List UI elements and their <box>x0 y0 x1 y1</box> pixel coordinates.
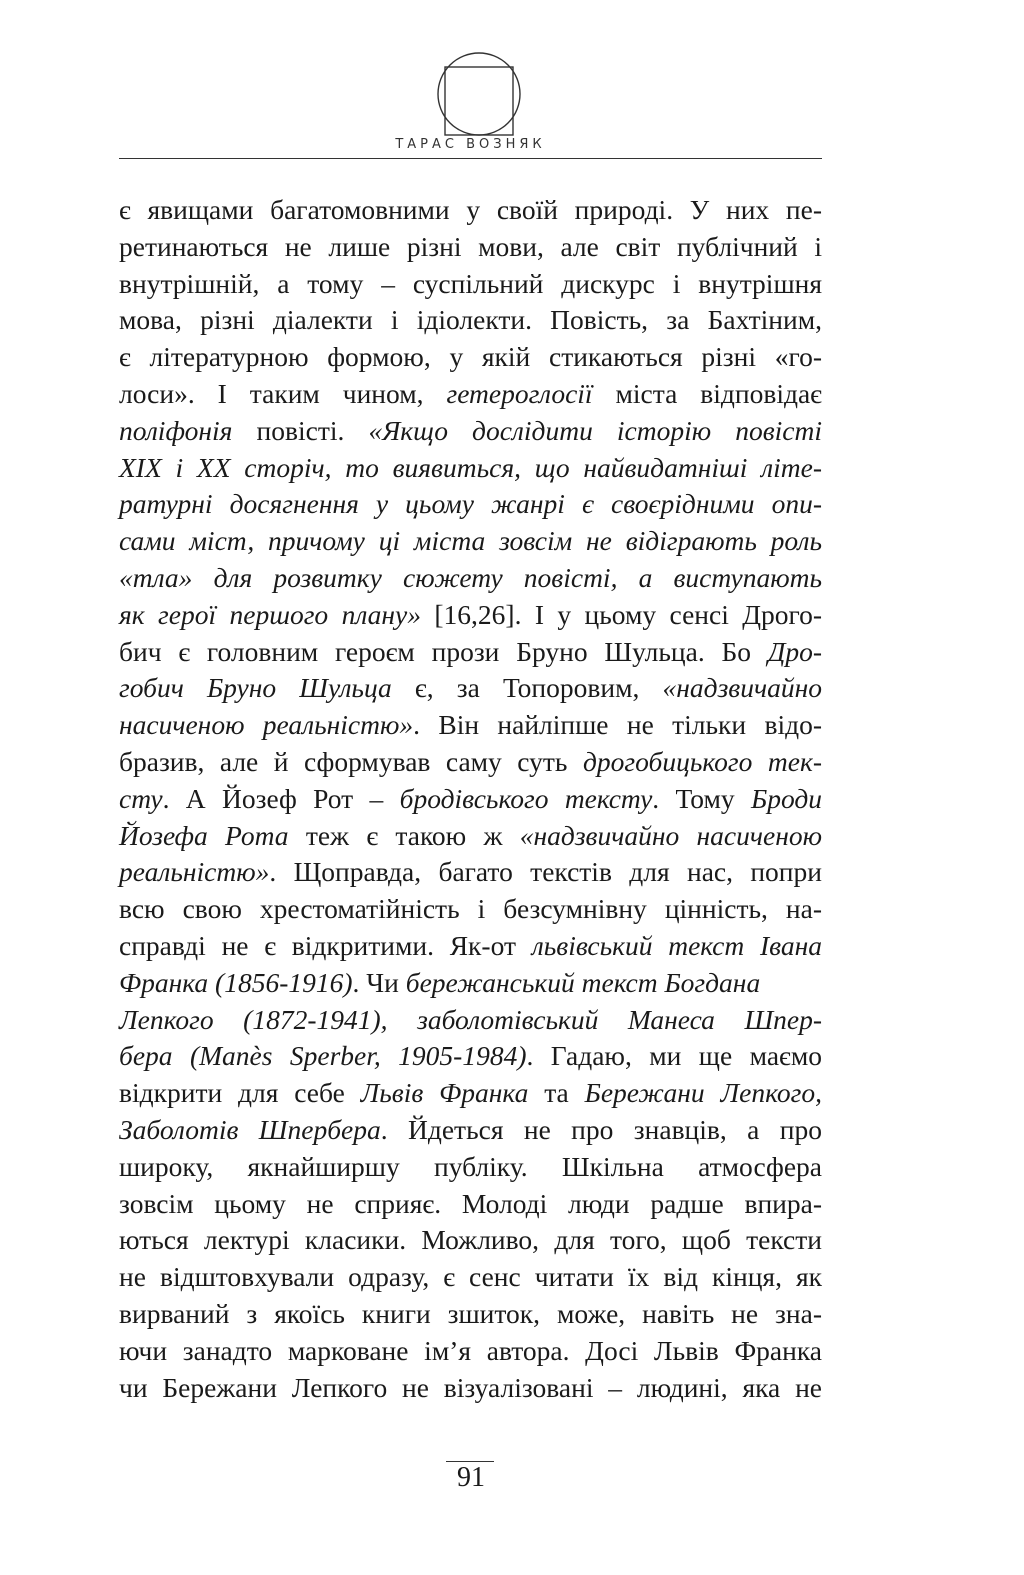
text-segment: зовсім цьому не сприяє. Молоді люди радше впира- <box>119 1187 822 1219</box>
text-line <box>119 339 822 376</box>
italic-text-segment: Лепкого (1872-1941), заболотівський Манеса Шпер- <box>119 1003 822 1035</box>
text-line <box>119 1259 822 1296</box>
text-line <box>119 1149 822 1186</box>
text-segment: ються лектурі класики. Можливо, для того, щоб тексти <box>119 1224 822 1256</box>
text-segment: вирваний з якоїсь книги зшиток, може, навіть не зна- <box>119 1297 822 1329</box>
text-line <box>119 266 822 303</box>
italic-text-segment: насиченою реальністю» <box>119 709 414 741</box>
text-segment: . Чи <box>352 966 406 998</box>
text-segment: бразив, але й сформував саму суть <box>119 745 583 777</box>
text-line <box>119 854 822 891</box>
text-line <box>119 1222 822 1259</box>
italic-text-segment: Львів Франка <box>360 1077 529 1109</box>
text-line <box>119 781 822 818</box>
text-segment: ретинаються не лише різні мови, але світ публічний і <box>119 230 822 262</box>
text-line <box>119 376 822 413</box>
text-line <box>119 1333 822 1370</box>
italic-text-segment: бера (Manès Sperber, 1905-1984) <box>119 1040 527 1072</box>
text-segment: . А Йозеф Рот – <box>162 782 400 814</box>
text-segment: теж є такою ж <box>288 819 520 851</box>
text-line <box>119 413 822 450</box>
italic-text-segment: бережанський текст Богдана <box>405 966 761 998</box>
text-line <box>119 192 822 229</box>
text-segment: широку, якнайширшу публіку. Шкільна атмосфера <box>119 1150 822 1182</box>
text-segment: . Щоправда, багато текстів для нас, попри <box>269 856 822 888</box>
text-line <box>119 707 822 744</box>
italic-text-segment: Бережани Лепкого, <box>584 1077 822 1109</box>
italic-text-segment: Йозефа Рота <box>119 819 289 851</box>
italic-text-segment: бродівського тексту <box>399 782 653 814</box>
italic-text-segment: XIX і XX сторіч, то виявиться, що найвидатніші літе- <box>119 451 822 483</box>
text-line <box>119 1002 822 1039</box>
text-line <box>119 486 822 523</box>
text-segment: відкрити для себе <box>119 1077 361 1109</box>
text-line <box>119 928 822 965</box>
text-line <box>119 744 822 781</box>
text-segment: мова, різні діалекти і ідіолекти. Повість, за Бахтіним, <box>119 304 822 336</box>
text-line <box>119 965 822 1002</box>
text-segment: [16,26]. І у цьому сенсі Дрого- <box>421 598 822 630</box>
text-line <box>119 1186 822 1223</box>
text-segment: . Він найліпше не тільки відо- <box>413 709 822 741</box>
text-line <box>119 1296 822 1333</box>
text-line <box>119 1112 822 1149</box>
text-line <box>119 1038 822 1075</box>
text-segment: справді не є відкритими. Як-от <box>119 929 532 961</box>
italic-text-segment: «тла» для розвитку сюжету повісті, а виступають <box>119 561 822 593</box>
italic-text-segment: Заболотів Шпербера <box>119 1113 381 1145</box>
italic-text-segment: ратурні досягнення у цьому жанрі є своєрідними опи- <box>119 488 822 520</box>
italic-text-segment: як герої першого плану» <box>119 598 421 630</box>
italic-text-segment: Дро- <box>767 635 822 667</box>
italic-text-segment: Броди <box>750 782 822 814</box>
text-segment: . Тому <box>652 782 751 814</box>
text-segment: повісті. <box>232 414 369 446</box>
circle-square-logo-icon <box>435 50 523 138</box>
text-segment: лоси». І таким чином, <box>119 377 447 409</box>
text-line <box>119 560 822 597</box>
text-segment: внутрішній, а тому – суспільний дискурс і внутрішня <box>119 267 822 299</box>
italic-text-segment: реальністю» <box>119 856 270 888</box>
italic-text-segment: Франка (1856-1916) <box>119 966 353 998</box>
italic-text-segment: «надзвичайно <box>662 672 822 704</box>
text-line <box>119 302 822 339</box>
running-head: ТАРАС ВОЗНЯК <box>395 137 546 152</box>
text-line <box>119 523 822 560</box>
text-segment: та <box>528 1077 585 1109</box>
text-line <box>119 1075 822 1112</box>
text-segment: . Йдеться не про знавців, а про <box>380 1113 822 1145</box>
italic-text-segment: львівський текст Івана <box>531 929 822 961</box>
page-number: 91 <box>457 1462 485 1493</box>
italic-text-segment: гобич Бруно Шульца <box>119 672 392 704</box>
header-rule <box>119 158 822 159</box>
text-segment: всю свою хрестоматійність і безсумнівну цінність, на- <box>119 893 822 925</box>
text-line <box>119 818 822 855</box>
italic-text-segment: дрогобицького тек- <box>582 745 822 777</box>
italic-text-segment: сту <box>119 782 163 814</box>
text-segment: бич є головним героєм прози Бруно Шульца. Бо <box>119 635 768 667</box>
text-segment: ючи занадто марковане ім’я автора. Досі Львів Франка <box>119 1334 822 1366</box>
text-line <box>119 891 822 928</box>
italic-text-segment: «надзвичайно насиченою <box>519 819 822 851</box>
italic-text-segment: поліфонія <box>119 414 233 446</box>
text-line <box>119 229 822 266</box>
text-segment: . Гадаю, ми ще маємо <box>526 1040 822 1072</box>
text-segment: міста відповідає <box>592 377 822 409</box>
text-line <box>119 634 822 671</box>
text-segment: є явищами багатомовними у своїй природі. У них пе- <box>119 194 822 225</box>
text-segment: є, за Топоровим, <box>391 672 663 704</box>
text-segment: є літературною формою, у якій стикаються різні «го- <box>119 341 822 373</box>
text-line <box>119 670 822 707</box>
text-line <box>119 1370 822 1407</box>
text-segment: не відштовхували одразу, є сенс читати їх від кінця, як <box>119 1261 822 1293</box>
text-segment: чи Бережани Лепкого не візуалізовані – людині, яка не <box>119 1371 822 1403</box>
italic-text-segment: гетероглосії <box>446 377 593 409</box>
body-text <box>119 192 822 1406</box>
text-line <box>119 597 822 634</box>
italic-text-segment: сами міст, причому ці міста зовсім не відіграють роль <box>119 525 822 557</box>
text-line <box>119 450 822 487</box>
italic-text-segment: «Якщо дослідити історію повісті <box>368 414 822 446</box>
